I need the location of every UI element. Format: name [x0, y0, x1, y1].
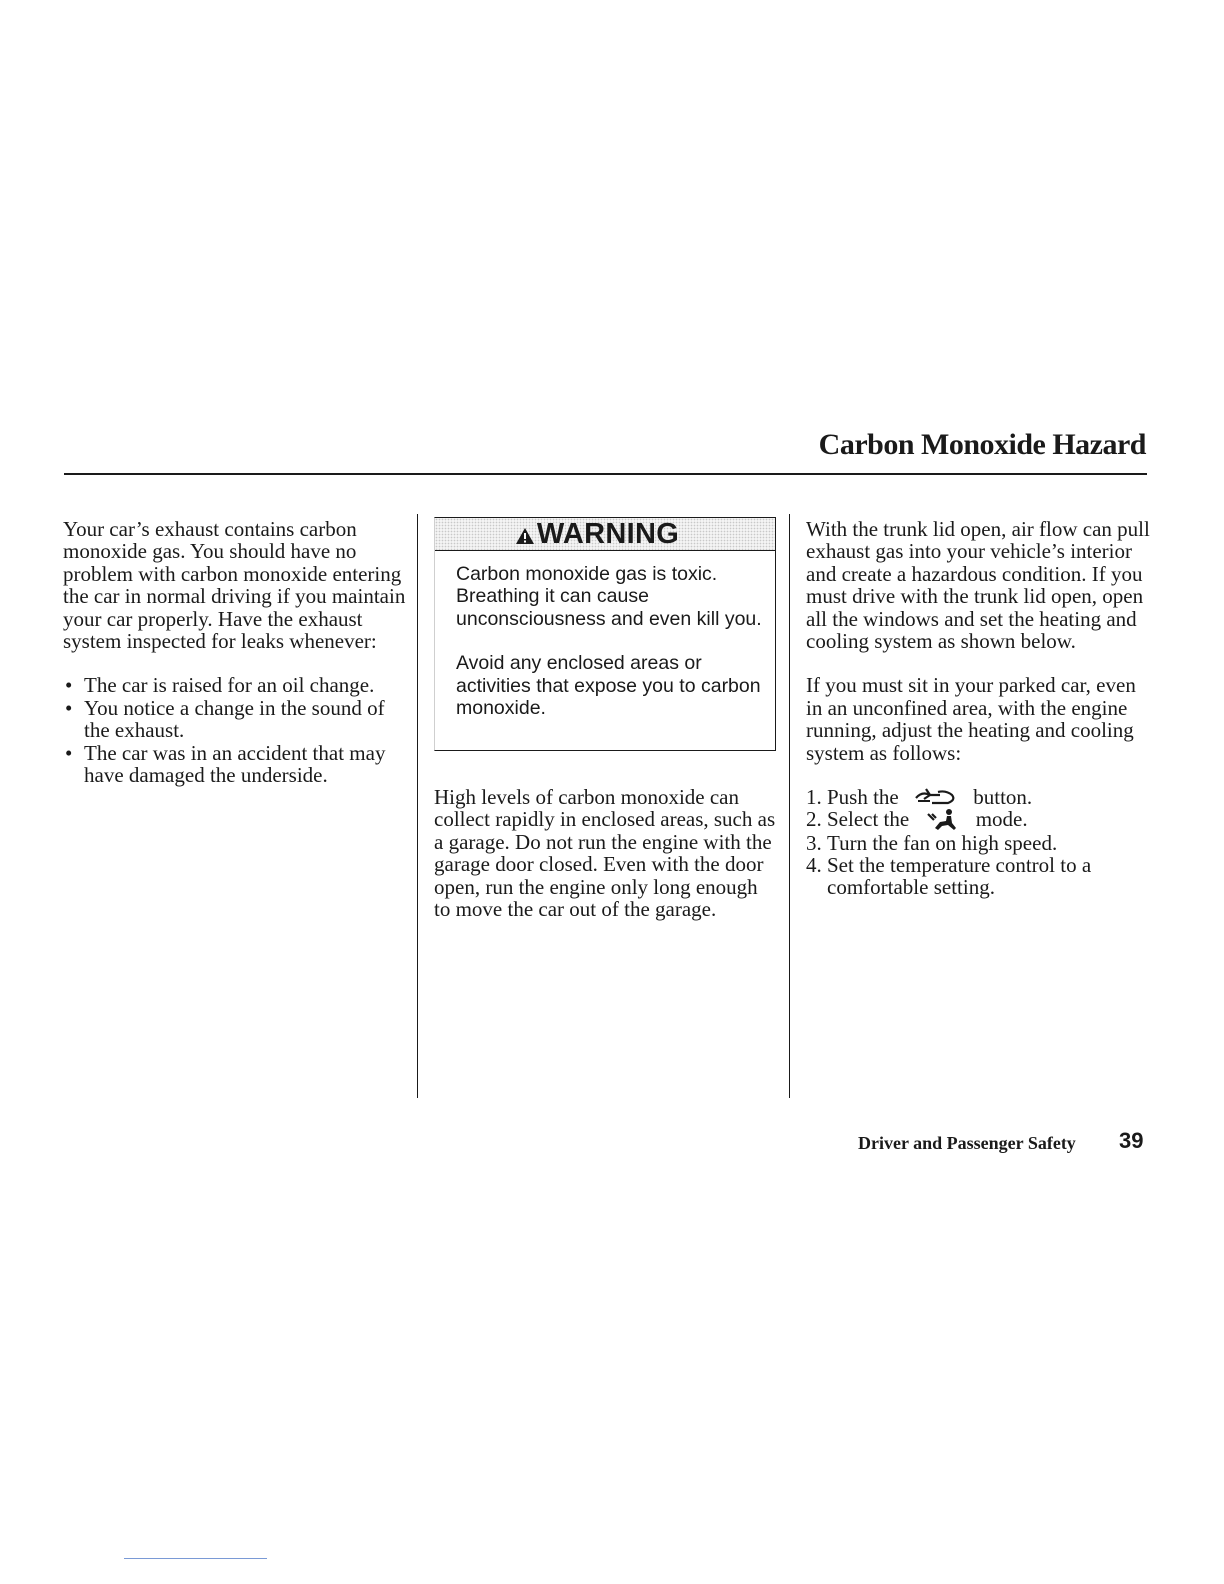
step-text: Push the: [827, 785, 899, 810]
fresh-air-icon: [912, 787, 960, 807]
right-column: [806, 518, 1151, 899]
step-item: [806, 832, 1151, 854]
intro-paragraph: Your car’s exhaust contains carbon monoxide gas. You should have no problem with carbon monoxide entering the car in normal driving if you maintain your car properly. Have the exhaust system inspected for leaks whenever:: [63, 517, 406, 654]
page-number: 39: [1119, 1128, 1144, 1153]
step-item: [806, 854, 1151, 899]
trunk-paragraph: With the trunk lid open, air flow can pull exhaust gas into your vehicle’s interior and create a hazardous condition. If you must drive with the trunk lid open, open all the windows and set the heating and cooling system as shown below.: [806, 517, 1150, 654]
bullet-icon: •: [65, 695, 73, 720]
column-divider-left: [417, 514, 418, 1098]
step-text: mode.: [975, 807, 1028, 832]
title-rule: [64, 473, 1147, 475]
inspection-list: [63, 674, 408, 786]
list-item: [63, 674, 408, 696]
warning-header: [435, 518, 775, 551]
list-item: [63, 697, 408, 742]
list-item-text: You notice a change in the sound of the exhaust.: [84, 695, 385, 743]
page-title: Carbon Monoxide Hazard: [818, 428, 1146, 461]
parked-car-paragraph: If you must sit in your parked car, even in an unconfined area, with the engine running, adjust the heating and cooling system as follows:: [806, 673, 1136, 765]
step-number: 3.: [806, 830, 822, 855]
list-item: [63, 742, 408, 787]
bullet-icon: •: [65, 740, 73, 765]
step-text: button.: [973, 785, 1033, 810]
step-number: 1.: [806, 785, 822, 810]
step-number: 2.: [806, 807, 822, 832]
footer-section-label: Driver and Passenger Safety: [858, 1133, 1076, 1153]
warning-triangle-icon: [515, 527, 535, 545]
step-text: Set the temperature control to a comfortable setting.: [827, 853, 1092, 900]
step-text: Turn the fan on high speed.: [827, 830, 1058, 855]
list-item-text: The car was in an accident that may have damaged the underside.: [84, 740, 386, 788]
steps-list: [806, 786, 1151, 899]
bullet-icon: •: [65, 673, 73, 698]
column-divider-right: [789, 514, 790, 1098]
step-text: Select the: [827, 807, 910, 832]
floor-vent-mode-icon: [922, 808, 962, 832]
middle-column: [434, 786, 779, 920]
scan-artifact-line: [124, 1558, 267, 1559]
warning-title: WARNING: [536, 517, 680, 550]
step-item: [806, 786, 1151, 808]
warning-paragraph: Carbon monoxide gas is toxic. Breathing it can cause unconsciousness and even kill you.: [456, 563, 762, 630]
step-item: [806, 808, 1151, 831]
list-item-text: The car is raised for an oil change.: [84, 673, 375, 698]
warning-box: [434, 517, 776, 751]
left-column: [63, 518, 408, 786]
warning-paragraph: Avoid any enclosed areas or activities that expose you to carbon monoxide.: [456, 652, 761, 720]
garage-paragraph: High levels of carbon monoxide can collect rapidly in enclosed areas, such as a garage. Do not run the engine with the garage door closed. Even with the door open, run the engine only long enough to move the car out of the garage.: [434, 785, 776, 922]
warning-body: [435, 551, 775, 719]
step-number: 4.: [806, 853, 822, 878]
